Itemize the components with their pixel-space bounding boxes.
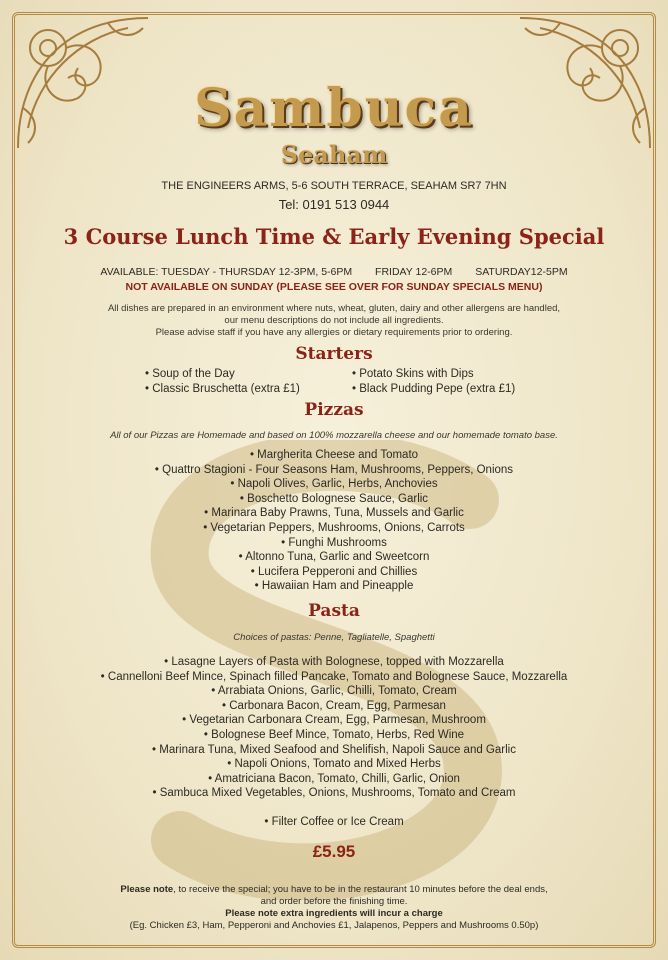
availability-tue-thu: AVAILABLE: TUESDAY - THURSDAY 12-3PM, 5-6PM [100,266,353,278]
list-item: • Classic Bruschetta (extra £1) [145,383,300,395]
phone: Tel: 0191 513 0944 [278,197,390,212]
list-item: • Lucifera Pepperoni and Chillies [250,565,418,578]
sunday-notice: NOT AVAILABLE ON SUNDAY (PLEASE SEE OVER FOR SUNDAY SPECIALS MENU) [125,281,543,293]
dessert-item: • Filter Coffee or Ice Cream [264,816,404,828]
special-headline: 3 Course Lunch Time & Early Evening Special [63,224,605,249]
footer-note-bold: Please note [120,884,174,895]
list-item: • Sambuca Mixed Vegetables, Onions, Mushrooms, Tomato and Cream [152,787,516,800]
section-title-pizzas: Pizzas [304,400,364,420]
list-item: • Vegetarian Peppers, Mushrooms, Onions, Carrots [203,521,465,534]
list-item: • Carbonara Bacon, Cream, Egg, Parmesan [222,699,446,712]
list-item: • Black Pudding Pepe (extra £1) [352,383,516,395]
footer-extra: Please note extra ingredients will incur a charge [225,908,443,919]
footer-line: and order before the finishing time. [260,896,408,907]
list-item: • Funghi Mushrooms [281,536,387,549]
list-item: • Amatriciana Bacon, Tomato, Chilli, Garlic, Onion [208,772,460,785]
allergy-line: our menu descriptions do not include all ingredients. [224,315,444,326]
availability-times [0,266,668,278]
starters-right-column [352,367,515,397]
list-item: • Napoli Olives, Garlic, Herbs, Anchovies [230,478,438,491]
pizzas-note: All of our Pizzas are Homemade and based on 100% mozzarella cheese and our homemade tomato base. [110,430,558,441]
list-item: • Cannelloni Beef Mince, Spinach filled Pancake, Tomato and Bolognese Sauce, Mozzarella [100,670,568,683]
pizza-list [0,448,668,594]
logo-sambuca: Sambuca [194,78,474,139]
list-item: • Marinara Baby Prawns, Tuna, Mussels and Garlic [204,507,464,520]
footer-note-rest: , to receive the special; you have to be in the restaurant 10 minutes before the deal ends, [173,884,548,895]
list-item: • Boschetto Bolognese Sauce, Garlic [239,492,429,505]
list-item: • Napoli Onions, Tomato and Mixed Herbs [227,758,441,771]
section-title-starters: Starters [295,344,373,364]
availability-saturday: SATURDAY12-5PM [475,266,568,278]
allergy-notice [0,303,668,339]
logo-location: Seaham [280,140,388,169]
section-title-pasta: Pasta [308,601,360,621]
footer-extra-detail: (Eg. Chicken £3, Ham, Pepperoni and Anchovies £1, Jalapenos, Peppers and Mushrooms 0.50p) [129,920,539,931]
pasta-list [0,655,668,801]
list-item: • Margherita Cheese and Tomato [249,449,419,461]
list-item: • Marinara Tuna, Mixed Seafood and Shelifish, Napoli Sauce and Garlic [152,743,516,756]
allergy-line: All dishes are prepared in an environment where nuts, wheat, gluten, dairy and other allergens are handled, [107,303,561,314]
list-item: • Arrabiata Onions, Garlic, Chilli, Tomato, Cream [211,685,457,698]
price: £5.95 [312,842,356,861]
list-item: • Lasagne Layers of Pasta with Bolognese, topped with Mozzarella [164,656,504,668]
pasta-note: Choices of pastas: Penne, Tagliatelle, Spaghetti [233,632,435,643]
footer-line [0,884,668,896]
availability-friday: FRIDAY 12-6PM [375,266,453,278]
list-item: • Potato Skins with Dips [352,368,474,380]
list-item: • Altonno Tuna, Garlic and Sweetcorn [238,551,430,564]
address: THE ENGINEERS ARMS, 5-6 SOUTH TERRACE, SEAHAM SR7 7HN [161,180,507,192]
list-item: • Hawaiian Ham and Pineapple [254,580,414,593]
list-item: • Quattro Stagioni - Four Seasons Ham, Mushrooms, Peppers, Onions [154,463,514,476]
list-item: • Vegetarian Carbonara Cream, Egg, Parmesan, Mushroom [182,714,486,727]
footer-notes [0,884,668,932]
allergy-line: Please advise staff if you have any allergies or dietary requirements prior to ordering. [155,327,513,338]
list-item: • Soup of the Day [145,368,235,380]
list-item: • Bolognese Beef Mince, Tomato, Herbs, Red Wine [203,728,465,741]
starters-left-column [145,367,300,397]
